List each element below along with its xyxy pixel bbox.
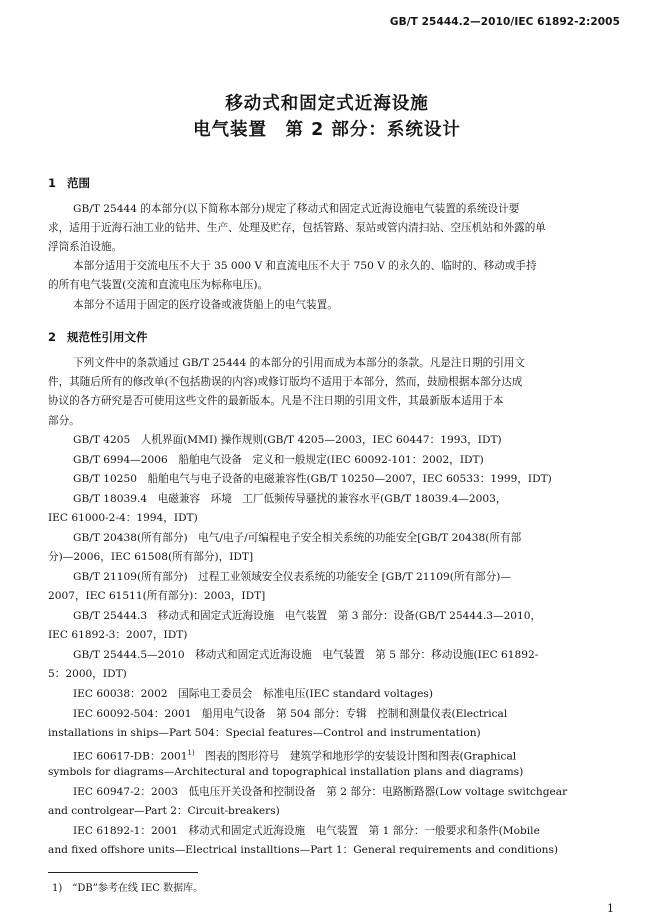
section-1-heading xyxy=(48,175,90,191)
reference-line: GB/T 10250 船舶电气与电子设备的电磁兼容性(GB/T 10250—2007，IEC 60533：1999，IDT) xyxy=(73,473,552,485)
text-line: 件，其随后所有的修改单(不包括勘误的内容)或修订版均不适用于本部分，然而，鼓励根据本部分达成 xyxy=(48,376,523,388)
footnote-marker: 1) xyxy=(187,749,195,757)
reference-title: 图表的图形符号 建筑学和地形学的安装设计图和图表(Graphical xyxy=(205,750,517,763)
footnote xyxy=(52,879,203,894)
reference-line: GB/T 6994—2006 船舶电气设备 定义和一般规定(IEC 60092-101：2002，IDT) xyxy=(73,454,484,466)
section-2-heading xyxy=(48,329,148,345)
section-title: 范围 xyxy=(67,176,90,190)
reference-line: IEC 60092-504：2001 船用电气设备 第 504 部分：专辑 控制和测量仪表(Electrical xyxy=(73,708,508,720)
reference-line: GB/T 20438(所有部分) 电气/电子/可编程电子安全相关系统的功能安全[GB/T 20438(所有部 xyxy=(73,532,522,544)
text-line: GB/T 25444 的本部分(以下简称本部分)规定了移动式和固定式近海设施电气装置的系统设计要 xyxy=(73,203,520,215)
text-line: 本部分适用于交流电压不大于 35 000 V 和直流电压不大于 750 V 的永久的、临时的、移动或手持 xyxy=(73,260,537,272)
text-line: 求，适用于近海石油工业的钻井、生产、处理及贮存，包括管路、泵站或管内清扫站、空压机站和外露的单 xyxy=(48,222,546,234)
reference-line: and controlgear—Part 2：Circuit-breakers) xyxy=(48,805,280,817)
footnote-marker: 1) xyxy=(52,883,63,894)
section-title: 规范性引用文件 xyxy=(67,330,148,344)
text-line: 本部分不适用于固定的医疗设备或液货船上的电气装置。 xyxy=(73,299,338,311)
reference-line: 2007，IEC 61511(所有部分)：2003，IDT] xyxy=(48,590,266,602)
text-line: 浮筒系泊设施。 xyxy=(48,241,123,253)
reference-line: installations in ships—Part 504：Special features—Control and instrumentation) xyxy=(48,727,481,739)
reference-line: GB/T 25444.5—2010 移动式和固定式近海设施 电气装置 第 5 部分：移动设施(IEC 61892- xyxy=(73,649,539,661)
text-line: 的所有电气装置(交流和直流电压为标称电压)。 xyxy=(48,279,269,291)
text-line: 下列文件中的条款通过 GB/T 25444 的本部分的引用而成为本部分的条款。凡是注日期的引用文 xyxy=(73,357,526,369)
reference-line: symbols for diagrams—Architectural and topographical installation plans and diagrams) xyxy=(48,766,524,778)
reference-line: IEC 61892-1：2001 移动式和固定式近海设施 电气装置 第 1 部分：一般要求和条件(Mobile xyxy=(73,825,540,837)
footnote-divider xyxy=(48,872,198,873)
section-number: 1 xyxy=(48,176,57,190)
reference-line: GB/T 25444.3 移动式和固定式近海设施 电气装置 第 3 部分：设备(GB/T 25444.3—2010， xyxy=(73,610,542,622)
section-number: 2 xyxy=(48,330,57,344)
standard-code-header: GB/T 25444.2—2010/IEC 61892-2:2005 xyxy=(389,16,620,28)
page-number: 1 xyxy=(607,902,614,915)
reference-line: GB/T 4205 人机界面(MMI) 操作规则(GB/T 4205—2003，IEC 60447：1993，IDT) xyxy=(73,434,502,446)
reference-code: IEC 60617-DB：2001 xyxy=(73,750,188,763)
reference-line: IEC 60038：2002 国际电工委员会 标准电压(IEC standard voltages) xyxy=(73,688,433,700)
reference-line: IEC 60947-2：2003 低电压开关设备和控制设备 第 2 部分：电路断路器(Low voltage switchgear xyxy=(73,786,568,798)
reference-line: 分)—2006，IEC 61508(所有部分)，IDT] xyxy=(48,551,254,563)
footnote-text: “DB”参考在线 IEC 数据库。 xyxy=(72,883,204,894)
text-line: 协议的各方研究是否可使用这些文件的最新版本。凡是不注日期的引用文件，其最新版本适用于本 xyxy=(48,395,504,407)
reference-line: IEC 61000-2-4：1994，IDT) xyxy=(48,512,198,524)
reference-line: GB/T 18039.4 电磁兼容 环境 工厂低频传导骚扰的兼容水平(GB/T 18039.4—2003， xyxy=(73,493,507,505)
document-title-line2: 电气装置 第 2 部分：系统设计 xyxy=(193,120,461,140)
document-title-line1: 移动式和固定式近海设施 xyxy=(225,94,429,114)
reference-line: 5：2000，IDT) xyxy=(48,668,127,680)
reference-line-with-footnote xyxy=(73,745,618,765)
reference-line: GB/T 21109(所有部分) 过程工业领域安全仪表系统的功能安全 [GB/T 21109(所有部分)— xyxy=(73,571,511,583)
reference-line: IEC 61892-3：2007，IDT) xyxy=(48,629,188,641)
reference-line: and fixed offshore units—Electrical installtions—Part 1：General requirements and conditions) xyxy=(48,844,559,856)
text-line: 部分。 xyxy=(48,415,80,427)
